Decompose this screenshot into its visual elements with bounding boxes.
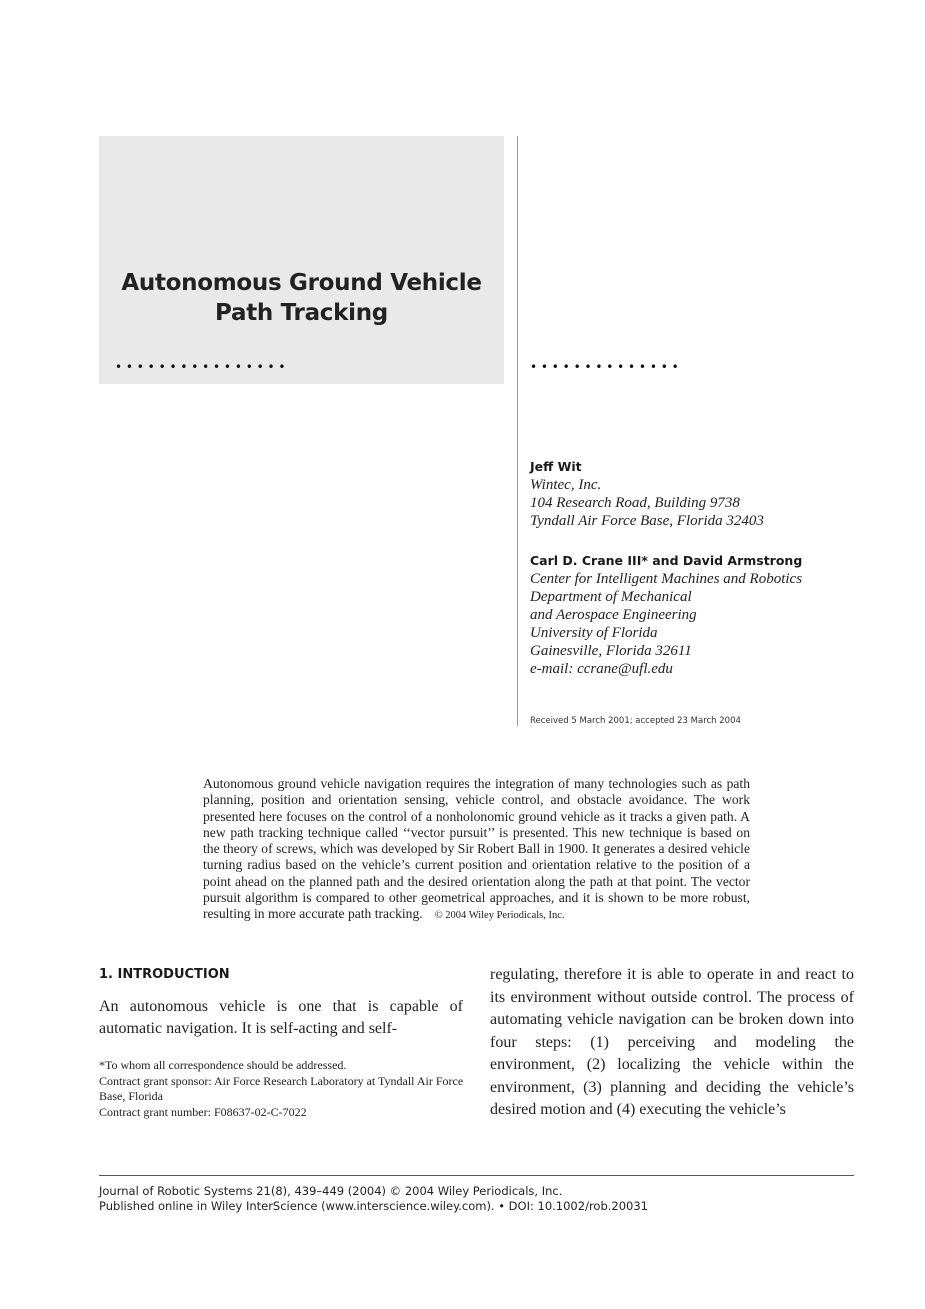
footer-publication: Published online in Wiley InterScience (www.interscience.wiley.com). • DOI: 10.1002/rob.20031 — [99, 1199, 648, 1213]
author-affiliation — [530, 476, 764, 530]
affiliation-line: Tyndall Air Force Base, Florida 32403 — [530, 513, 764, 529]
affiliation-line: 104 Research Road, Building 9738 — [530, 495, 740, 511]
footnotes — [99, 1058, 471, 1120]
affiliation-line: University of Florida — [530, 625, 658, 641]
footnote: Contract grant number: F08637-02-C-7022 — [99, 1104, 307, 1119]
affiliation-line: Wintec, Inc. — [530, 477, 602, 493]
author-affiliation — [530, 570, 802, 678]
footnote: Contract grant sponsor: Air Force Research Laboratory at Tyndall Air Force Base, Florida — [99, 1073, 464, 1103]
journal-footer — [99, 1184, 648, 1214]
affiliation-line: Center for Intelligent Machines and Robotics — [530, 571, 803, 587]
intro-left-column: An autonomous vehicle is one that is capable of automatic navigation. It is self-acting and self- — [99, 998, 463, 1037]
author-block-2 — [530, 553, 802, 678]
decorative-dots-right: • • • • • • • • • • • • • • — [530, 360, 679, 374]
footnote: *To whom all correspondence should be addressed. — [99, 1058, 347, 1072]
author-block-1 — [530, 459, 764, 530]
received-date: Received 5 March 2001; accepted 23 March 2004 — [530, 716, 741, 726]
author-name: Carl D. Crane III* and David Armstrong — [530, 553, 803, 568]
author-email: e-mail: ccrane@ufl.edu — [530, 661, 673, 677]
title-line-2: Path Tracking — [215, 300, 388, 326]
article-title — [99, 268, 504, 328]
title-background — [99, 136, 504, 384]
footer-citation: Journal of Robotic Systems 21(8), 439–449 (2004) © 2004 Wiley Periodicals, Inc. — [99, 1184, 563, 1198]
abstract-text: Autonomous ground vehicle navigation requires the integration of many technologies such as path planning, position and orientation sensing, vehicle control, and obstacle avoidance. The work presented here focuses on the control of a nonholonomic ground vehicle as it tracks a given path. A new path tracking technique called ‘‘vector pursuit’’ is presented. This new technique is based on the theory of screws, which was developed by Sir Robert Ball in 1900. It generates a desired vehicle turning radius based on the vehicle’s current position and orientation relative to the position of a point ahead on the planned path and the desired orientation along the path at that point. The vector pursuit algorithm is compared to other geometrical approaches, and it is shown to be more robust, resulting in more accurate path tracking. — [203, 776, 750, 922]
title-line-1: Autonomous Ground Vehicle — [121, 270, 482, 296]
decorative-dots-left: • • • • • • • • • • • • • • • • — [115, 360, 286, 374]
affiliation-line: Gainesville, Florida 32611 — [530, 643, 692, 659]
affiliation-line: Department of Mechanical — [530, 589, 692, 605]
vertical-divider — [517, 136, 518, 726]
section-heading: 1. INTRODUCTION — [99, 967, 230, 982]
footer-rule — [99, 1175, 854, 1176]
abstract-copyright: © 2004 Wiley Periodicals, Inc. — [434, 910, 565, 922]
affiliation-line: and Aerospace Engineering — [530, 607, 697, 623]
author-name: Jeff Wit — [530, 459, 582, 474]
intro-right-column: regulating, therefore it is able to operate in and react to its environment without outside control. The process of automating vehicle navigation can be broken down into four steps: (1) perceiving and modeling the environment, (2) localizing the vehicle within the environment, (3) planning and deciding the vehicle’s desired motion and (4) executing the vehicle’s — [490, 966, 854, 1118]
abstract — [203, 776, 750, 925]
